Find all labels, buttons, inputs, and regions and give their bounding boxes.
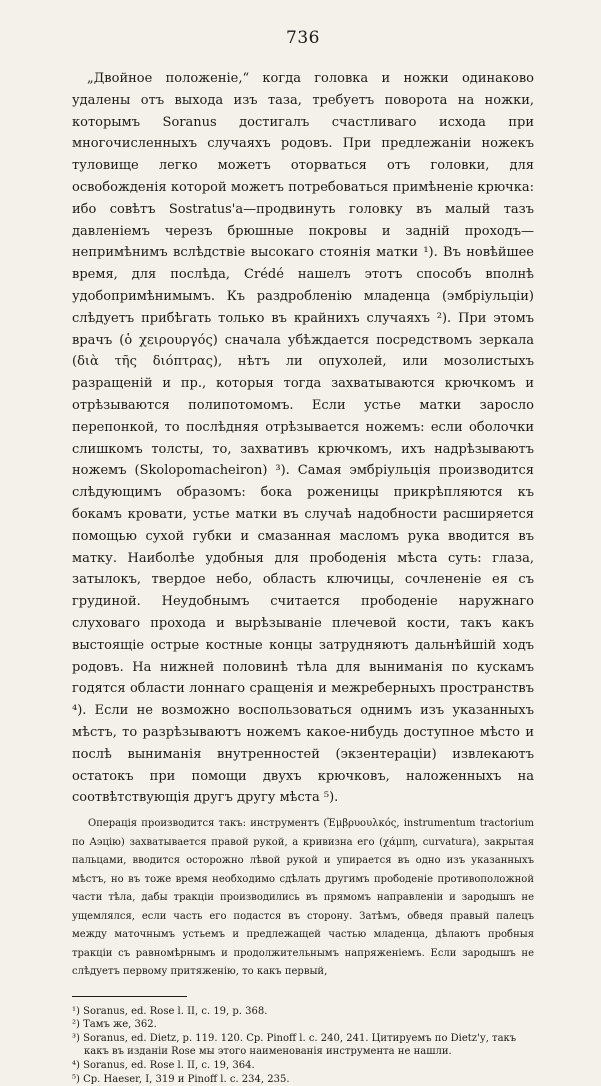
footnote-mark: ⁴) (72, 1059, 80, 1071)
small-print-paragraph: Операція производится такъ: инструментъ (Ἐμβρυουλκός, instrumentum tractorium по Аэцію) захватывается правой рукой, а кривизна его (χάμπη, curvatura), закрытая пальцами, вводится осторожно лѣвой рукой и упирается въ одно изъ указанныхъ мѣстъ, но въ тоже время необходимо сдѣлать другимъ прободеніе противоположной части тѣла, дабы тракціи производились въ прямомъ направленіи и зародышъ не ущемлялся, если часть его подастся въ сторону. Затѣмъ, обведя правый палецъ между маточнымъ устьемъ и предлежащей частью младенца, дѣлаютъ пробныя тракціи съ равномѣрнымъ и продолжительнымъ напряженіемъ. Если зародышъ не слѣдуетъ первому притяженію, то какъ первый, (72, 818, 534, 978)
footnote-mark: ³) (72, 1032, 80, 1044)
footnote-divider (72, 996, 187, 997)
document-page (72, 28, 534, 1086)
footnote-4 (72, 1059, 534, 1073)
footnote-mark: ²) (72, 1019, 80, 1031)
footnote-text: Soranus, ed. Dietz, p. 119. 120. Cp. Pinoff l. c. 240, 241. Цитируемъ по Dietz'у, такъ какъ въ изданіи Rose мы этого наименованія инструмента не нашли. (83, 1032, 517, 1058)
main-paragraph: „Двойное положеніе,“ когда головка и ножки одинаково удалены отъ выхода изъ таза, требуетъ поворота на ножки, которымъ Soranus достигалъ счастливаго исхода при многочисленныхъ случаяхъ родовъ. При предлежаніи ножекъ туловище легко можетъ оторваться отъ головки, для освобожденія которой можетъ потребоваться примѣненіе крючка: ибо совѣтъ Sostratus'а—продвинуть головку въ малый тазъ давленіемъ черезъ брюшные покровы и задній проходъ—непримѣнимъ вслѣдствіе высокаго стоянія матки ¹). Въ новѣйшее время, для послѣда, Crédé нашелъ этотъ способъ вполнѣ удобопримѣнимымъ. Къ раздробленію младенца (эмбріульціи) слѣдуетъ прибѣгать только въ крайнихъ случаяхъ ²). При этомъ врачъ (ὁ χειρουργός) сначала убѣждается посредствомъ зеркала (διὰ τῆς διόπτρας), нѣтъ ли опухолей, или мозолистыхъ разращеній и пр., которыя тогда захватываются крючкомъ и отрѣзываются полипотомомъ. Если устье матки заросло перепонкой, то послѣдняя отрѣзывается ножемъ: если оболочки слишкомъ толсты, то, захвативъ крючкомъ, ихъ надрѣзываютъ ножемъ (Skolopomacheiron) ³). Самая эмбріульція производится слѣдующимъ образомъ: бока роженицы прикрѣпляются къ бокамъ кровати, устье матки въ случаѣ надобности расширяется помощью сухой губки и смазанная масломъ рука вводится въ матку. Наиболѣе удобныя для прободенія мѣста суть: глаза, затылокъ, твердое небо, область ключицы, сочлененіе ея съ грудиной. Неудобнымъ считается прободеніе наружнаго слуховаго прохода и вырѣзываніе плечевой кости, такъ какъ выстоящіе острые костные концы затрудняютъ дальнѣйшій ходъ родовъ. На нижней половинѣ тѣла для выниманія по кускамъ годятся области лоннаго сращенія и межреберныхъ пространствъ ⁴). Если не возможно воспользоваться однимъ изъ указанныхъ мѣстъ, то разрѣзываютъ ножемъ какое-нибудь доступное мѣсто и послѣ выниманія внутренностей (экзентераціи) извлекаютъ остатокъ при помощи двухъ крючковъ, наложенныхъ на соотвѣтствующія другъ другу мѣста ⁵). (72, 71, 534, 806)
footnote-mark: ¹) (72, 1005, 80, 1017)
footnote-text: Тамъ же, 362. (83, 1019, 157, 1031)
footnote-text: Soranus, ed. Rose l. II, c. 19, p. 368. (83, 1005, 268, 1017)
footnotes-list (72, 1005, 534, 1086)
footnote-text: Soranus, ed. Rose l. II, c. 19, 364. (83, 1059, 255, 1071)
page-number: 736 (286, 28, 320, 48)
footnote-5 (72, 1073, 534, 1086)
footnote-1 (72, 1005, 534, 1019)
footnote-3 (72, 1032, 534, 1059)
footnote-mark: ⁵) (72, 1073, 80, 1085)
footnote-text: Cp. Haeser, I, 319 и Pinoff l. c. 234, 235. (83, 1073, 290, 1085)
footnote-2 (72, 1018, 534, 1032)
